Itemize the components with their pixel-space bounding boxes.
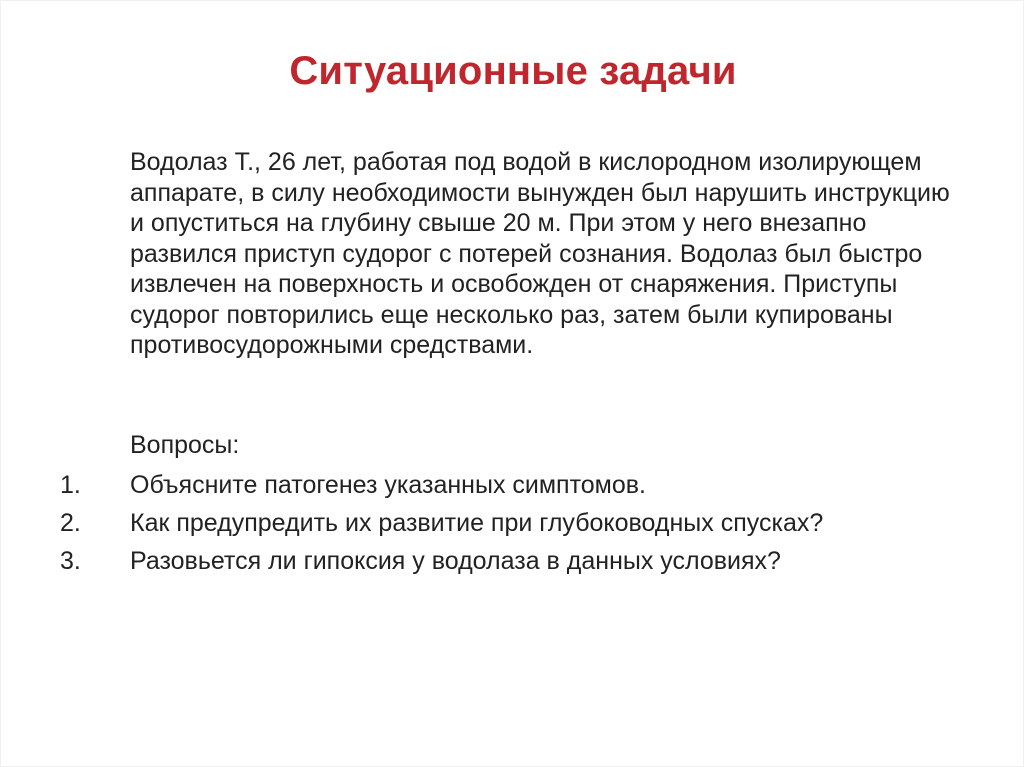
question-text: Разовьется ли гипоксия у водолаза в данных условиях?: [130, 547, 781, 575]
question-number: 1.: [60, 471, 81, 499]
case-description: Водолаз Т., 26 лет, работая под водой в кислородном изолирующем аппарате, в силу необходимости вынужден был нарушить инструкцию и опуститься на глубину свыше 20 м. При этом у него внезапно развился приступ судорог с потерей сознания. Водолаз был быстро извлечен на поверхность и освобожден от снаряжения. Приступы судорог повторились еще несколько раз, затем были купированы противосудорожными средствами.: [130, 148, 950, 359]
questions-list: [1, 471, 1024, 585]
questions-heading: Вопросы:: [130, 431, 240, 459]
question-item: [1, 471, 1024, 509]
question-text: Как предупредить их развитие при глубоководных спусках?: [130, 509, 824, 537]
question-text: Объясните патогенез указанных симптомов.: [130, 471, 646, 499]
question-number: 3.: [60, 547, 81, 575]
question-number: 2.: [60, 509, 81, 537]
question-item: [1, 509, 1024, 547]
question-item: [1, 547, 1024, 585]
slide-title: Ситуационные задачи: [289, 49, 737, 93]
